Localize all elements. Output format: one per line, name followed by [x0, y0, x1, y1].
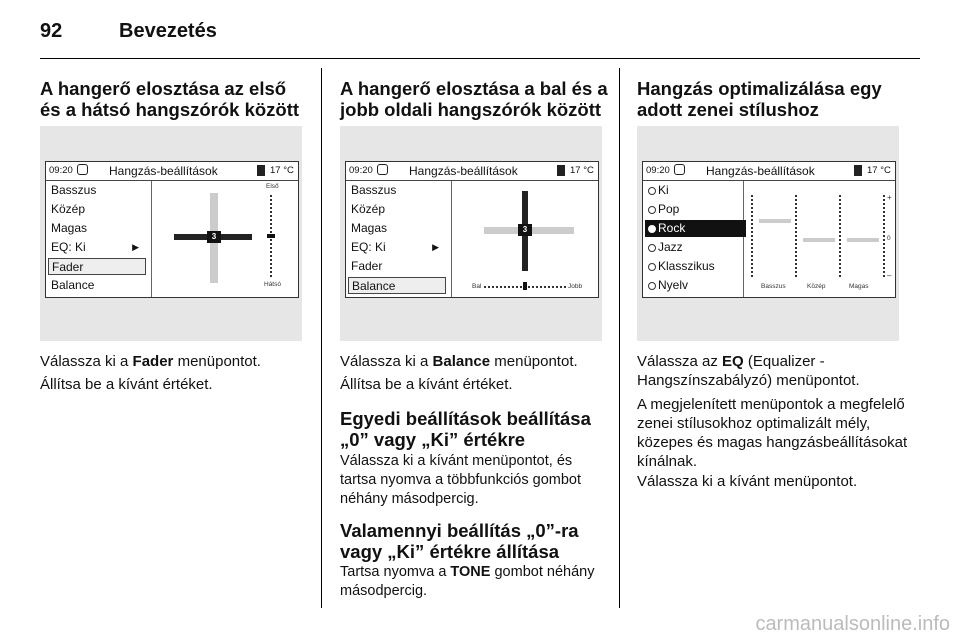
menu-item-fader[interactable]: Fader: [48, 258, 146, 275]
status-bar: [346, 162, 598, 181]
paragraph: [340, 352, 610, 371]
eq-scale: [795, 195, 799, 277]
clock-text: 09:20: [349, 165, 373, 176]
display-screen: [45, 161, 299, 298]
radio-icon: [648, 206, 656, 214]
option-label: Klasszikus: [658, 259, 715, 273]
label-right: Jobb: [568, 283, 583, 290]
phone-icon: [257, 165, 265, 176]
eq-option-jazz[interactable]: [648, 239, 744, 256]
label-left: Bal: [472, 283, 482, 290]
screen-title: Hangzás-beállítások: [706, 164, 815, 178]
eq-scale: [839, 195, 843, 277]
screen-title: Hangzás-beállítások: [109, 164, 218, 178]
column-eq: [637, 78, 905, 120]
eq-option-classical[interactable]: [648, 258, 744, 275]
paragraph: A megjelenített menüpontok a megfelelő zenei stílusokhoz optimalizált mély, közepes és magas hangzásbeállításokat kínálnak.: [637, 396, 908, 470]
eq-option-off[interactable]: [648, 182, 744, 199]
scale-zero: 0: [887, 235, 891, 242]
menu-name: EQ: [722, 353, 744, 370]
paragraph: [637, 352, 907, 390]
clock-icon: [674, 164, 685, 175]
paragraph: Válassza ki a kívánt menüpontot, és tartsa nyomva a többfunkciós gombot néhány másodpercig.: [340, 453, 581, 507]
menu-item-mid[interactable]: Közép: [51, 202, 86, 216]
text: menüpontot.: [490, 353, 578, 370]
text: (Equalizer - Hangszínszabályzó) menüpontot.: [637, 353, 860, 389]
option-label: Jazz: [658, 240, 683, 254]
watermark: carmanualsonline.info: [755, 613, 950, 635]
eq-label-mid: Közép: [807, 283, 826, 290]
eq-option-speech[interactable]: [648, 277, 744, 294]
screen-illustration-balance: [340, 126, 602, 341]
temperature: 17 °C: [867, 165, 891, 176]
menu-item-bass[interactable]: Basszus: [51, 183, 97, 197]
page-header: [0, 0, 960, 58]
header-rule: [40, 58, 920, 59]
menu-item-mid[interactable]: Közép: [351, 202, 386, 216]
scale-plus: +: [887, 193, 892, 202]
eq-bar-mid: [803, 238, 835, 242]
option-label: Rock: [658, 221, 686, 235]
radio-selected-icon: [648, 225, 656, 233]
phone-icon: [854, 165, 862, 176]
option-label: Pop: [658, 202, 680, 216]
option-label: Nyelv: [658, 278, 689, 292]
paragraph: [340, 563, 610, 601]
status-bar: [643, 162, 895, 181]
column-balance: [340, 78, 608, 120]
chevron-right-icon: ▶: [132, 242, 139, 252]
text: menüpontot.: [173, 353, 261, 370]
menu-item-eq[interactable]: [351, 239, 447, 256]
section-heading: A hangerő elosztása a bal és a jobb oldali hangszórók között: [340, 78, 608, 120]
scale-minus: –: [887, 271, 892, 280]
menu-item-balance[interactable]: Balance: [348, 277, 446, 294]
eq-label-bass: Basszus: [761, 283, 786, 290]
menu-item-fader[interactable]: Fader: [351, 259, 383, 273]
settings-menu: [346, 181, 452, 297]
column-fader: [40, 78, 308, 120]
display-screen: [345, 161, 599, 298]
menu-item-eq[interactable]: [51, 239, 147, 256]
fader-position: [267, 234, 275, 238]
eq-option-rock[interactable]: [645, 220, 746, 237]
radio-icon: [648, 282, 656, 290]
paragraph: Válassza ki a kívánt menüpontot.: [637, 473, 858, 490]
paragraph: Állítsa be a kívánt értéket.: [40, 376, 213, 393]
eq-label-treble: Magas: [849, 283, 869, 290]
radio-icon: [648, 244, 656, 252]
menu-item-bass[interactable]: Basszus: [351, 183, 397, 197]
chevron-right-icon: ▶: [432, 242, 439, 252]
page-number: 92: [40, 20, 63, 42]
eq-option-pop[interactable]: [648, 201, 744, 218]
screen-illustration-fader: [40, 126, 302, 341]
menu-item-balance[interactable]: Balance: [51, 278, 95, 292]
balance-graphic: [452, 181, 598, 297]
eq-bar-bass: [759, 219, 791, 223]
menu-name: Fader: [132, 353, 174, 370]
column-divider: [619, 68, 620, 608]
screen-illustration-eq: [637, 126, 899, 341]
value-badge: 3: [207, 231, 221, 243]
text: Válassza az: [637, 353, 723, 370]
menu-item-label: EQ: Ki: [351, 240, 386, 254]
option-label: Ki: [658, 183, 669, 197]
temperature: 17 °C: [270, 165, 294, 176]
subheading: Egyedi beállítások beállítása „0” vagy „Ki” értékre: [340, 408, 591, 450]
label-front: Első: [266, 183, 279, 190]
settings-menu: [46, 181, 152, 297]
button-name: TONE: [450, 564, 491, 580]
clock-text: 09:20: [49, 165, 73, 176]
temperature: 17 °C: [570, 165, 594, 176]
page-title: Bevezetés: [119, 20, 217, 42]
radio-icon: [648, 187, 656, 195]
column-divider: [321, 68, 322, 608]
menu-item-treble[interactable]: Magas: [51, 221, 88, 235]
balance-position: [523, 282, 527, 290]
eq-graphic: [749, 181, 895, 297]
radio-icon: [648, 263, 656, 271]
eq-menu: [643, 181, 744, 297]
label-rear: Hátsó: [264, 281, 281, 288]
screen-title: Hangzás-beállítások: [409, 164, 518, 178]
clock-icon: [77, 164, 88, 175]
menu-item-label: EQ: Ki: [51, 240, 86, 254]
clock-text: 09:20: [646, 165, 670, 176]
value-badge: 3: [518, 224, 532, 236]
status-bar: [46, 162, 298, 181]
display-screen: [642, 161, 896, 298]
clock-icon: [377, 164, 388, 175]
text: gombot néhány másodpercig.: [340, 564, 595, 599]
text: Tartsa nyomva a: [340, 564, 451, 580]
subheading: Valamennyi beállítás „0”-ra vagy „Ki” értékre állítása: [340, 520, 579, 562]
fader-graphic: [152, 181, 298, 297]
menu-name: Balance: [432, 353, 491, 370]
paragraph: [40, 352, 310, 371]
text: Válassza ki a: [340, 353, 433, 370]
menu-item-treble[interactable]: Magas: [351, 221, 388, 235]
text: Válassza ki a: [40, 353, 133, 370]
paragraph: Állítsa be a kívánt értéket.: [340, 376, 513, 393]
eq-bar-treble: [847, 238, 879, 242]
eq-scale: [751, 195, 755, 277]
section-heading: A hangerő elosztása az első és a hátsó hangszórók között: [40, 78, 300, 120]
section-heading: Hangzás optimalizálása egy adott zenei stílushoz: [637, 78, 882, 120]
phone-icon: [557, 165, 565, 176]
